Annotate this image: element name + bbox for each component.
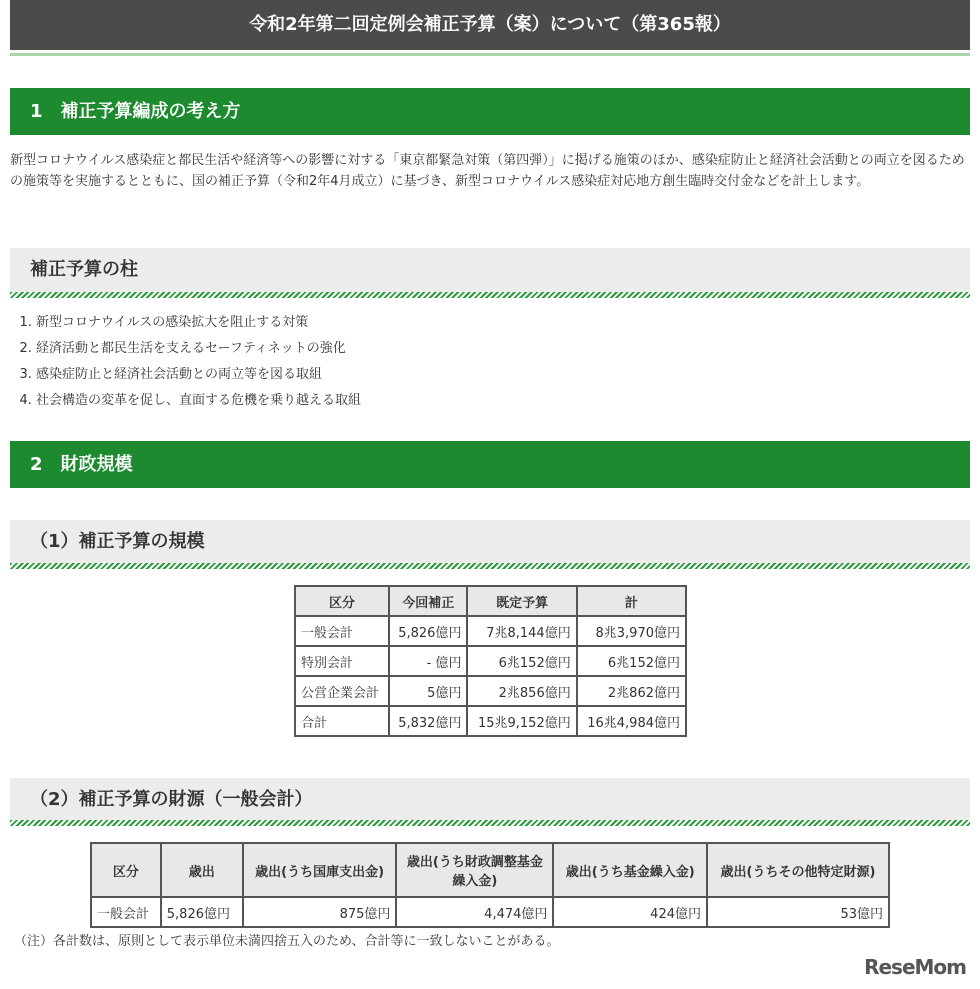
section-heading-2: 2 財政規模	[10, 441, 970, 488]
cell: 53億円	[707, 897, 889, 927]
scale-table	[294, 585, 687, 737]
cell: 875億円	[243, 897, 397, 927]
header-cell: 区分	[295, 586, 389, 616]
table-row	[295, 646, 686, 676]
header-cell: 歳出(うち国庫支出金)	[243, 843, 397, 897]
cell: 特別会計	[295, 646, 389, 676]
stripe-divider	[10, 563, 970, 569]
header-cell: 歳出	[161, 843, 243, 897]
cell: 2兆862億円	[577, 676, 686, 706]
cell: 一般会計	[91, 897, 161, 927]
cell: 合計	[295, 706, 389, 736]
header-cell: 歳出(うち財政調整基金繰入金)	[396, 843, 553, 897]
title-divider	[10, 53, 970, 56]
list-item: 1. 新型コロナウイルスの感染拡大を阻止する対策	[36, 310, 361, 336]
cell: 8兆3,970億円	[577, 616, 686, 646]
table-row	[295, 676, 686, 706]
cell: 6兆152億円	[467, 646, 576, 676]
cell: 一般会計	[295, 616, 389, 646]
cell: 4,474億円	[396, 897, 553, 927]
cell: 2兆856億円	[467, 676, 576, 706]
cell: 公営企業会計	[295, 676, 389, 706]
cell: 5,832億円	[389, 706, 467, 736]
cell: 424億円	[553, 897, 707, 927]
source-table	[90, 842, 890, 928]
table-row	[91, 897, 889, 927]
list-item: 4. 社会構造の変革を促し、直面する危機を乗り越える取組	[36, 388, 361, 414]
cell: 5億円	[389, 676, 467, 706]
cell: 5,826億円	[161, 897, 243, 927]
section-heading-1: 1 補正予算編成の考え方	[10, 88, 970, 135]
section-1-body: 新型コロナウイルス感染症と都民生活や経済等への影響に対する「東京都緊急対策（第四弾）」に掲げる施策のほか、感染症防止と経済社会活動との両立を図るための施策等を実施するとともに、国の補正予算（令和2年4月成立）に基づき、新型コロナウイルス感染症対応地方創生臨時交付金などを計上します。	[10, 153, 965, 189]
footnote: （注）各計数は、原則として表示単位未満四捨五入のため、合計等に一致しないことがある。	[14, 934, 560, 949]
table-header-row	[91, 843, 889, 897]
table-header-row	[295, 586, 686, 616]
cell: 16兆4,984億円	[577, 706, 686, 736]
list-item: 2. 経済活動と都民生活を支えるセーフティネットの強化	[36, 336, 361, 362]
header-cell: 区分	[91, 843, 161, 897]
pillars-heading: 補正予算の柱	[10, 248, 970, 292]
cell: 5,826億円	[389, 616, 467, 646]
cell: - 億円	[389, 646, 467, 676]
source-heading: （2）補正予算の財源（一般会計）	[10, 778, 970, 822]
header-cell: 計	[577, 586, 686, 616]
header-cell: 既定予算	[467, 586, 576, 616]
scale-heading: （1）補正予算の規模	[10, 520, 970, 564]
stripe-divider	[10, 292, 970, 298]
header-cell: 今回補正	[389, 586, 467, 616]
cell: 7兆8,144億円	[467, 616, 576, 646]
stripe-divider	[10, 820, 970, 826]
table-row	[295, 616, 686, 646]
cell: 15兆9,152億円	[467, 706, 576, 736]
pillars-list	[10, 310, 361, 414]
list-item: 3. 感染症防止と経済社会活動との両立等を図る取組	[36, 362, 361, 388]
resemom-logo: ReseMom	[864, 955, 966, 979]
table-row	[295, 706, 686, 736]
header-cell: 歳出(うちその他特定財源)	[707, 843, 889, 897]
page-title: 令和2年第二回定例会補正予算（案）について（第365報）	[10, 0, 970, 50]
header-cell: 歳出(うち基金繰入金)	[553, 843, 707, 897]
cell: 6兆152億円	[577, 646, 686, 676]
